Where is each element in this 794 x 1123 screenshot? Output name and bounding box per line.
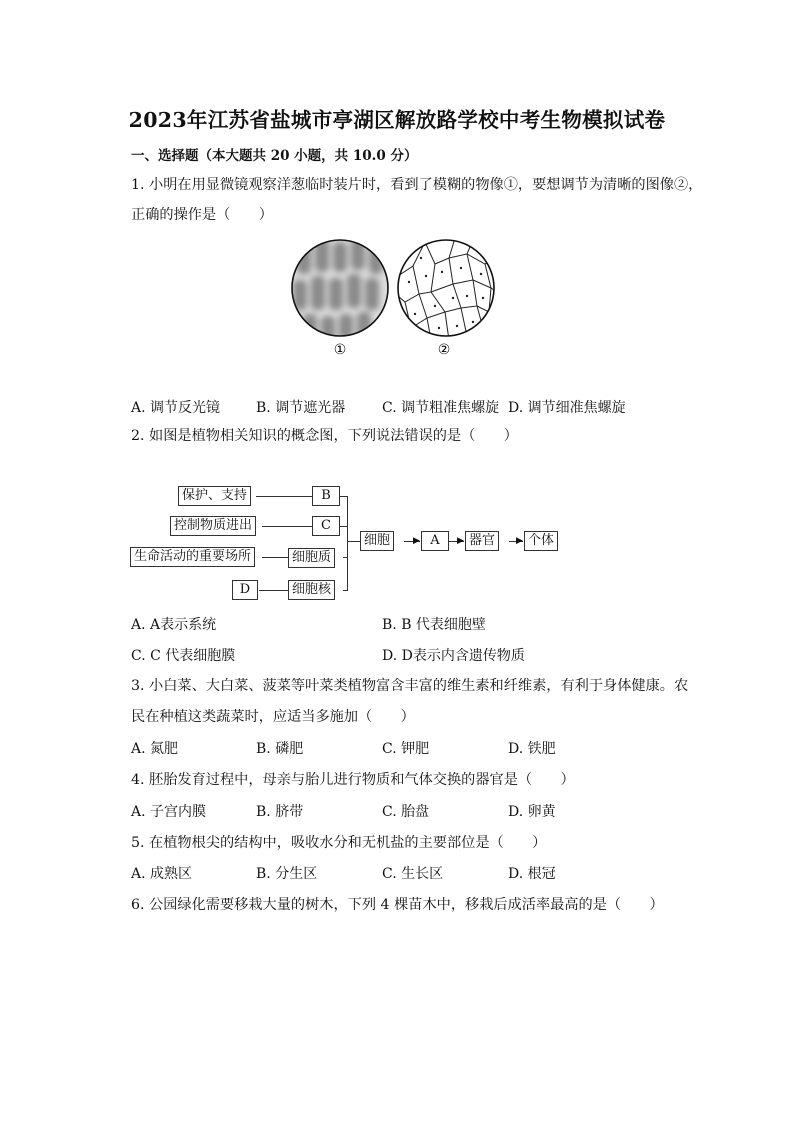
q5-option-a: A. 成熟区 bbox=[131, 866, 193, 882]
arrow-head: ▶ bbox=[413, 536, 420, 546]
q3-option-b: B. 磷肥 bbox=[256, 741, 304, 757]
q3-option-d: D. 铁肥 bbox=[508, 741, 556, 757]
q4-option-c: C. 胎盘 bbox=[382, 804, 430, 820]
arrow-head: ▶ bbox=[516, 536, 523, 546]
question-1-line-1: 1. 小明在用显微镜观察洋葱临时装片时，看到了模糊的物像①，要想调节为清晰的图像②， bbox=[131, 177, 703, 193]
connector bbox=[256, 496, 312, 497]
concept-left-d: D bbox=[232, 580, 258, 600]
question-6-line-1: 6. 公园绿化需要移栽大量的树木，下列 4 棵苗木中，移栽后成活率最高的是（ ） bbox=[131, 897, 664, 913]
clear-image-circle bbox=[398, 238, 497, 340]
q2-option-d: D. D表示内含遗传物质 bbox=[382, 648, 525, 664]
section-heading: 一、选择题（本大题共 20 小题，共 10.0 分） bbox=[131, 148, 418, 164]
q4-option-a: A. 子宫内膜 bbox=[131, 804, 207, 820]
concept-mid-b: B bbox=[312, 486, 340, 506]
question-3-line-1: 3. 小白菜、大白菜、菠菜等叶菜类植物富含丰富的维生素和纤维素，有利于身体健康。农 bbox=[131, 678, 689, 694]
question-1-line-2: 正确的操作是（ ） bbox=[131, 207, 273, 223]
arrow-head: ▶ bbox=[457, 536, 464, 546]
q1-option-b: B. 调节遮光器 bbox=[256, 400, 346, 416]
connector bbox=[262, 557, 288, 558]
concept-mid-nucleus: 细胞核 bbox=[288, 580, 335, 600]
concept-individual: 个体 bbox=[524, 531, 558, 551]
q5-option-b: B. 分生区 bbox=[256, 866, 318, 882]
concept-left-control: 控制物质进出 bbox=[170, 516, 256, 536]
question-5-line-1: 5. 在植物根尖的结构中，吸收水分和无机盐的主要部位是（ ） bbox=[131, 835, 547, 851]
concept-mid-cytoplasm: 细胞质 bbox=[288, 548, 335, 568]
q1-option-c: C. 调节粗准焦螺旋 bbox=[382, 400, 500, 416]
concept-left-activity-site: 生命活动的重要场所 bbox=[130, 547, 255, 567]
connector bbox=[347, 496, 348, 591]
q4-option-d: D. 卵黄 bbox=[508, 804, 556, 820]
microscope-images-figure bbox=[285, 236, 505, 364]
q2-option-a: A. A表示系统 bbox=[131, 617, 217, 633]
connector bbox=[347, 541, 360, 542]
concept-a: A bbox=[421, 531, 449, 551]
q2-option-c: C. C 代表细胞膜 bbox=[131, 648, 236, 664]
q4-option-b: B. 脐带 bbox=[256, 804, 304, 820]
concept-mid-c: C bbox=[312, 516, 340, 536]
concept-left-protection: 保护、支持 bbox=[178, 486, 251, 506]
blurry-image-circle bbox=[292, 238, 388, 340]
question-2-line-1: 2. 如图是植物相关知识的概念图，下列说法错误的是（ ） bbox=[131, 428, 518, 444]
q2-option-b: B. B 代表细胞壁 bbox=[382, 617, 486, 633]
q1-option-a: A. 调节反光镜 bbox=[131, 400, 221, 416]
q5-option-d: D. 根冠 bbox=[508, 866, 556, 882]
question-3-line-2: 民在种植这类蔬菜时，应适当多施加（ ） bbox=[131, 709, 415, 725]
q1-option-d: D. 调节细准焦螺旋 bbox=[508, 400, 626, 416]
figure-label-1: ① bbox=[333, 342, 347, 358]
q3-option-c: C. 钾肥 bbox=[382, 741, 430, 757]
figure-label-2: ② bbox=[437, 342, 451, 358]
concept-organ: 器官 bbox=[465, 531, 499, 551]
q3-option-a: A. 氮肥 bbox=[131, 741, 179, 757]
connector bbox=[262, 526, 312, 527]
q5-option-c: C. 生长区 bbox=[382, 866, 444, 882]
question-4-line-1: 4. 胚胎发育过程中，母亲与胎儿进行物质和气体交换的器官是（ ） bbox=[131, 772, 575, 788]
page-title: 2023年江苏省盐城市亭湖区解放路学校中考生物模拟试卷 bbox=[128, 108, 666, 132]
concept-cell: 细胞 bbox=[360, 531, 394, 551]
connector bbox=[259, 590, 288, 591]
